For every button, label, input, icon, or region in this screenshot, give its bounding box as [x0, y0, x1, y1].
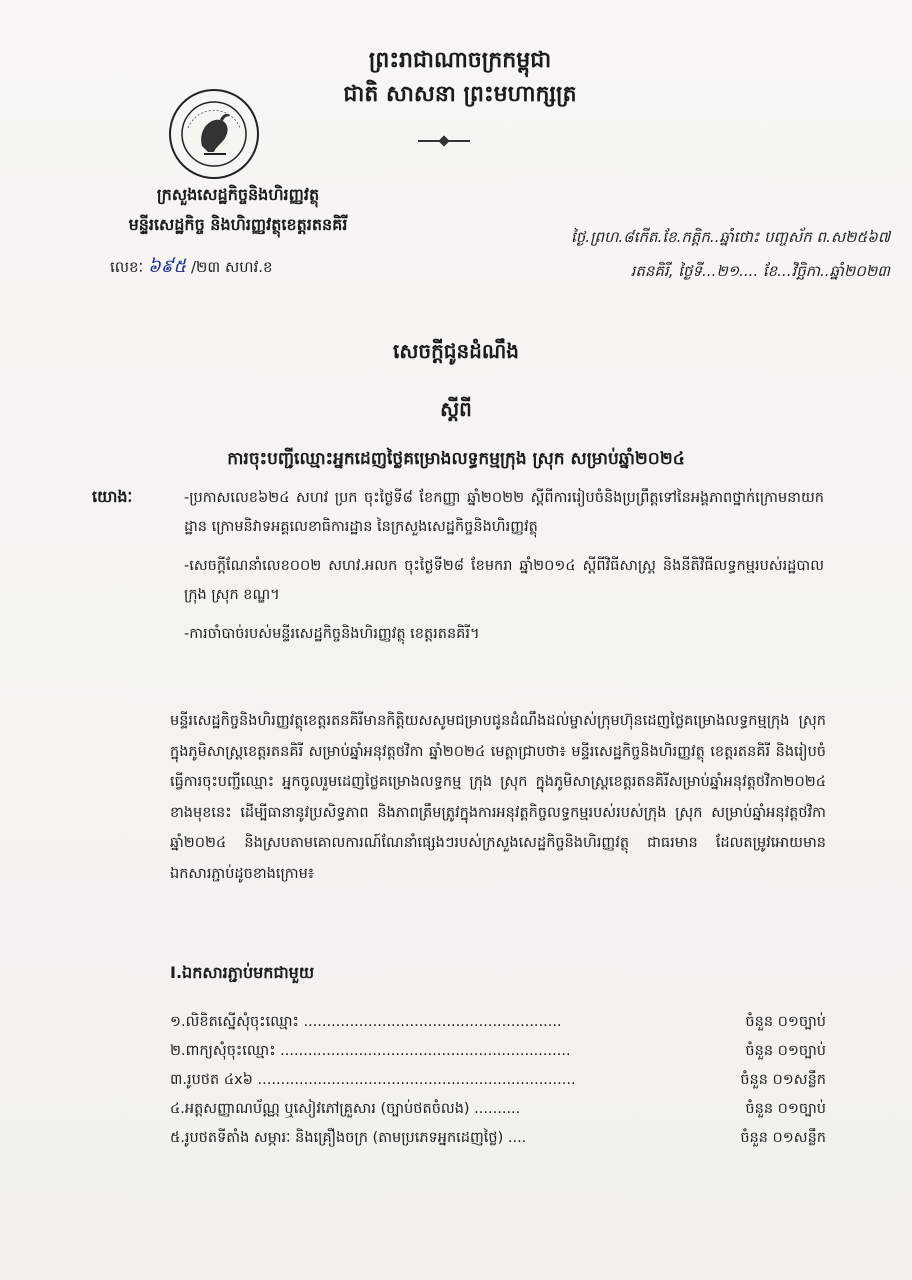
attachment-item — [170, 1066, 826, 1095]
solar-date: រតនគិរី, ថ្ងៃទី...២១.... ខែ...វិច្ឆិកា..ឆ្នាំ២០២៣ — [630, 262, 890, 280]
reference-item: -ការចាំបាច់របស់មន្ទីរសេដ្ឋកិច្ចនិងហិរញ្ញវត្ថុ ខេត្តរតនគិរី។ — [184, 626, 480, 642]
kingdom-header — [300, 44, 620, 112]
ref-suffix: /២៣ សហវ.ខ — [190, 258, 273, 276]
kingdom-title: ព្រះរាជាណាចក្រកម្ពុជា — [368, 48, 552, 73]
department-name: មន្ទីរសេដ្ឋកិច្ច និងហិរញ្ញវត្ថុខេត្តរតនគិរី — [128, 215, 348, 234]
ministry-name: ក្រសួងសេដ្ឋកិច្ចនិងហិរញ្ញវត្ថុ — [156, 185, 320, 204]
attachment-count: ចំនួន ០១សន្លឹក — [740, 1130, 826, 1146]
ministry-block — [88, 180, 388, 240]
reference-number — [110, 254, 273, 281]
attachment-item — [170, 1037, 826, 1066]
ref-prefix: លេខៈ — [110, 258, 144, 276]
header-divider — [418, 140, 470, 144]
attachment-count: ចំនួន ០១សន្លឹក — [740, 1072, 826, 1088]
lunar-date: ថ្ងៃ.ព្រហ.៨កើត.ខែ.កត្តិក..ឆ្នាំថោះ បញ្ចស័ក ព.ស២៥៦៧ — [571, 228, 890, 246]
references-list — [184, 484, 824, 659]
document-title: សេចក្ដីជូនដំណឹង — [393, 339, 519, 363]
reference-item: -ប្រកាសលេខ៦២៤ សហវ ប្រក ចុះថ្ងៃទី៨ ខែកញ្ញា ឆ្នាំ២០២២ ស្ដីពីការរៀបចំនិងប្រព្រឹត្តទៅនៃអង្គភាពថ្នាក់ក្រោមនាយកដ្ឋាន ក្រោមនិវាទអគ្គលេខាធិការដ្ឋាន នៃក្រសួងសេដ្ឋកិច្ចនិងហិរញ្ញវត្ថុ — [184, 490, 824, 535]
attachment-count: ចំនួន ០១ច្បាប់ — [745, 1043, 826, 1059]
attachment-count: ចំនួន ០១ច្បាប់ — [745, 1101, 826, 1117]
document-subtitle: ស្ដីពី — [440, 397, 472, 421]
attachment-label: ៥.រូបថតទីតាំង សម្ភារៈ និងគ្រឿងចក្រ (តាមប្រភេទអ្នកដេញថ្លៃ) .... — [170, 1130, 527, 1146]
date-block — [420, 220, 890, 288]
document-subject: ការចុះបញ្ជីឈ្មោះអ្នកដេញថ្លៃគម្រោងលទ្ធកម្មក្រុង ស្រុក សម្រាប់ឆ្នាំ២០២៤ — [227, 449, 685, 469]
references-label: យោងៈ — [92, 487, 133, 506]
body-paragraph-block — [170, 706, 826, 889]
attachment-label: ១.លិខិតស្នើសុំចុះឈ្មោះ ........................................................ — [170, 1014, 562, 1030]
attachment-label: ២.ពាក្យសុំចុះឈ្មោះ ............................................................... — [170, 1043, 571, 1059]
attachment-label: ៤.អត្តសញ្ញាណប័ណ្ណ ឬសៀវភៅគ្រួសារ (ច្បាប់ថតចំលង) .......... — [170, 1101, 521, 1117]
body-paragraph: មន្ទីរសេដ្ឋកិច្ចនិងហិរញ្ញវត្ថុខេត្តរតនគិរីមានកិត្តិយសសូមជម្រាបជូនដំណឹងដល់ម្ចាស់ក្រុមហ៊ុនដេញថ្លៃគម្រោងលទ្ធកម្មក្រុង ស្រុក ក្នុងភូមិសាស្ត្រខេត្តរតនគិរី សម្រាប់ឆ្នាំអនុវត្តថវិកា ឆ្នាំ២០២៤ មេត្តាជ្រាបថា៖ មន្ទីរសេដ្ឋកិច្ចនិងហិរញ្ញវត្ថុ ខេត្តរតនគិរី និងរៀបចំធ្វើការចុះបញ្ជីឈ្មោះ អ្នកចូលរួមដេញថ្លៃគម្រោងលទ្ធកម្ម ក្រុង ស្រុក ក្នុងភូមិសាស្ត្រខេត្តរតនគិរីសម្រាប់ឆ្នាំអនុវត្តថវិកា២០២៤ ខាងមុខនេះ ដើម្បីធានានូវប្រសិទ្ធភាព និងភាពត្រឹមត្រូវក្នុងការអនុវត្តកិច្ចលទ្ធកម្មរបស់របស់ក្រុង ស្រុក សម្រាប់ឆ្នាំអនុវត្តថវិកាឆ្នាំ២០២៤ និងស្របតាមគោលការណ៍ណែនាំផ្សេងៗរបស់ក្រសួងសេដ្ឋកិច្ចនិងហិរញ្ញវត្ថុ ជាធរមាន ដែលតម្រូវអោយមានឯកសារភ្ជាប់ដូចខាងក្រោម៖ — [170, 713, 826, 882]
attachments-list — [170, 1008, 826, 1153]
attachment-item — [170, 1008, 826, 1037]
attachment-label: ៣.រូបថត ៤x៦ ..................................................................... — [170, 1072, 576, 1088]
attachments-heading: I.ឯកសារភ្ជាប់មកជាមួយ — [170, 963, 315, 982]
attachment-count: ចំនួន ០១ច្បាប់ — [745, 1014, 826, 1030]
attachment-item — [170, 1124, 826, 1153]
reference-item: -សេចក្ដីណែនាំលេខ០០២ សហវ.អលក ចុះថ្ងៃទី២៨ ខែមករា ឆ្នាំ២០១៤ ស្ដីពីវិធីសាស្ត្រ និងនីតិវិធីលទ្ធកម្មរបស់រដ្ឋបាលក្រុង ស្រុក ខណ្ឌ។ — [184, 558, 824, 603]
attachment-item — [170, 1095, 826, 1124]
ministry-seal-logo — [168, 88, 260, 180]
ref-number-handwritten: ៦៩៥ — [147, 256, 187, 277]
national-motto: ជាតិ សាសនា ព្រះមហាក្សត្រ — [343, 82, 577, 107]
